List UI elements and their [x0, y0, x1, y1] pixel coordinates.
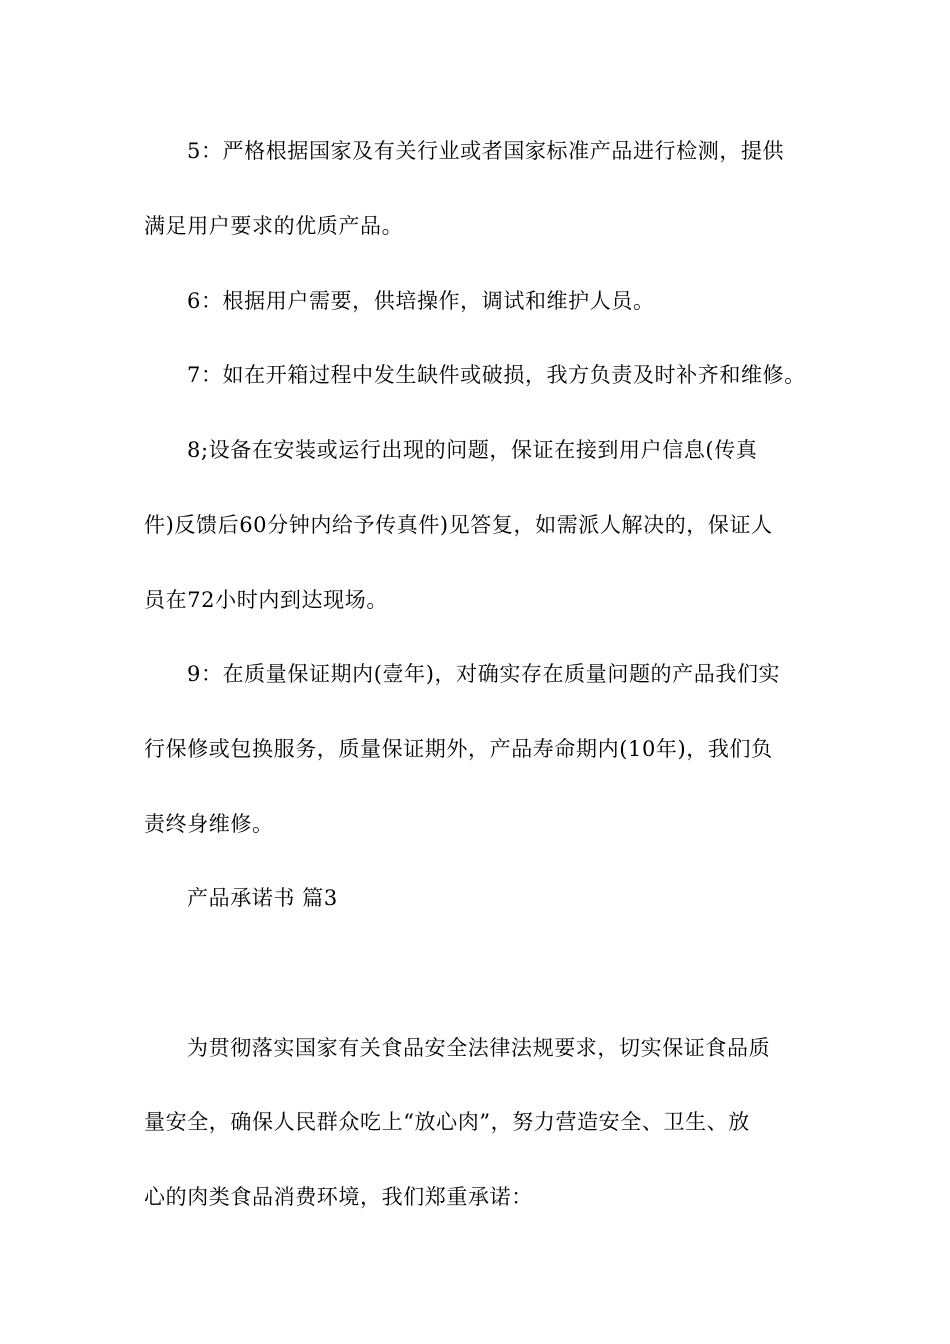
- paragraph-5-line-1: 5：严格根据国家及有关行业或者国家标准产品进行检测，提供: [187, 139, 785, 163]
- section-heading: 产品承诺书 篇3: [187, 886, 338, 910]
- paragraph-8-line-2: 件)反馈后60分钟内给予传真件)见答复，如需派人解决的，保证人: [144, 513, 773, 537]
- intro-line-2: 量安全，确保人民群众吃上“放心肉”，努力营造安全、卫生、放: [144, 1110, 750, 1134]
- paragraph-6: 6：根据用户需要，供培操作，调试和维护人员。: [187, 289, 655, 313]
- paragraph-9-line-1: 9：在质量保证期内(壹年)，对确实存在质量问题的产品我们实: [187, 662, 781, 686]
- paragraph-9-line-2: 行保修或包换服务，质量保证期外，产品寿命期内(10年)，我们负: [144, 737, 773, 761]
- paragraph-8-line-1: 8;设备在安装或运行出现的问题，保证在接到用户信息(传真: [187, 438, 758, 462]
- paragraph-8-line-3: 员在72小时内到达现场。: [144, 588, 388, 612]
- intro-line-1: 为贯彻落实国家有关食品安全法律法规要求，切实保证食品质: [187, 1036, 771, 1060]
- intro-line-3: 心的肉类食品消费环境，我们郑重承诺：: [144, 1185, 533, 1209]
- paragraph-5-line-2: 满足用户要求的优质产品。: [144, 214, 404, 238]
- paragraph-7: 7：如在开箱过程中发生缺件或破损，我方负责及时补齐和维修。: [187, 363, 806, 387]
- paragraph-9-line-3: 责终身维修。: [144, 812, 274, 836]
